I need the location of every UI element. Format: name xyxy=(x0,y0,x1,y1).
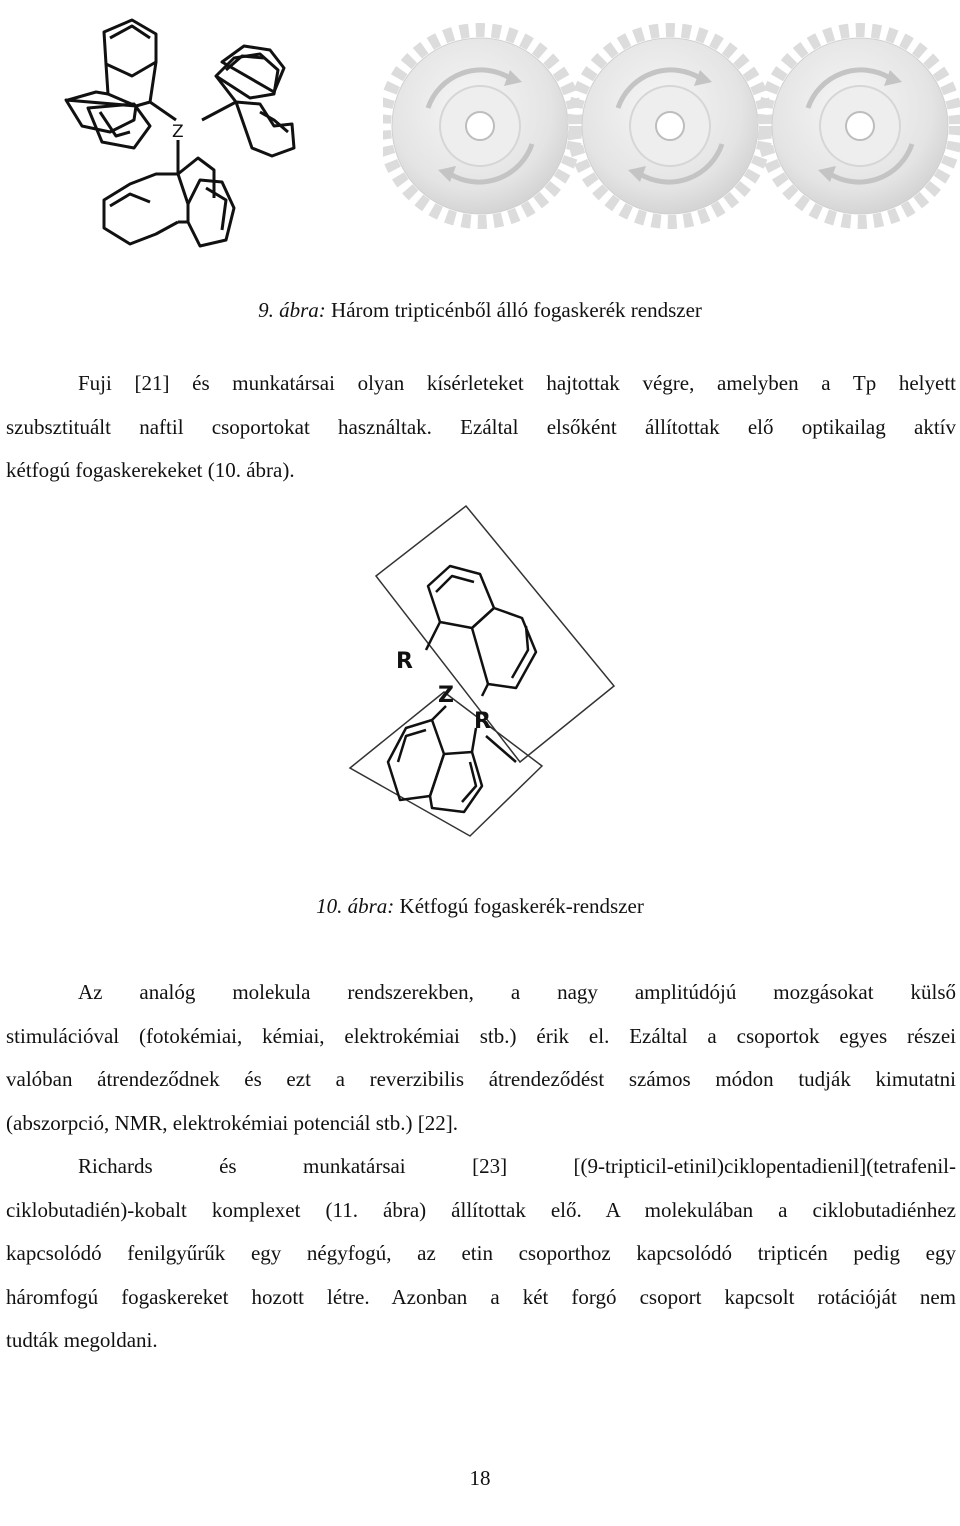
paragraph-2 xyxy=(6,971,956,1145)
figure-10-caption xyxy=(0,894,960,919)
r-label-upper: R xyxy=(396,649,413,674)
triptycene-molecule-drawing xyxy=(38,8,338,258)
z-label: Z xyxy=(438,683,454,708)
figure-9-label: 9. ábra: xyxy=(258,298,326,322)
paragraph-1-line-3: kétfogú fogaskerekeket (10. ábra). xyxy=(6,458,295,482)
gear-wheel-1 xyxy=(384,30,576,222)
paragraph-3-line-4: háromfogú fogaskereket hozott létre. Azonban a két forgó csoport kapcsolt rotációját nem xyxy=(6,1284,956,1309)
center-atom-label: Z xyxy=(172,122,184,142)
paragraph-1-line-2: szubsztituált naftil csoportokat használtak. Ezáltal elsőként állítottak elő optikailag aktív xyxy=(6,414,956,439)
paragraph-2-line-2: stimulációval (fotokémiai, kémiai, elektrokémiai stb.) érik el. Ezáltal a csoportok egyes részei xyxy=(6,1023,956,1048)
paragraph-2-line-1: Az analóg molekula rendszerekben, a nagy amplitúdójú mozgásokat külső xyxy=(78,980,956,1004)
paragraph-3-line-5: tudták megoldani. xyxy=(6,1328,158,1352)
gear-wheels-illustration xyxy=(383,22,960,232)
bidentate-gear-molecule-drawing xyxy=(340,500,620,865)
paragraph-3-line-3: kapcsolódó fenilgyűrűk egy négyfogú, az etin csoporthoz kapcsolódó tripticén pedig egy xyxy=(6,1241,956,1265)
figure-10-label: 10. ábra: xyxy=(316,894,395,918)
figure-9-text: Három tripticénből álló fogaskerék rendszer xyxy=(325,298,702,322)
figure-10-text: Kétfogú fogaskerék-rendszer xyxy=(394,894,644,918)
paragraph-2-line-3: valóban átrendeződnek és ezt a reverzibilis átrendeződést számos módon tudják kimutatni xyxy=(6,1067,956,1091)
paragraph-3-line-1: Richards és munkatársai [23] [(9-tripticil-etinil)ciklopentadienil](tetrafenil- xyxy=(78,1154,956,1178)
gear-wheel-3 xyxy=(764,30,956,222)
figure-9-caption xyxy=(0,298,960,323)
paragraph-3-line-2: ciklobutadién)-kobalt komplexet (11. ábra) állítottak elő. A molekulában a ciklobutadiénhez xyxy=(6,1197,956,1222)
paragraph-2-line-4: (abszorpció, NMR, elektrokémiai potenciál stb.) [22]. xyxy=(6,1110,458,1135)
paragraph-1-line-1: Fuji [21] és munkatársai olyan kísérleteket hajtottak végre, amelyben a Tp helyett xyxy=(78,371,956,395)
paragraph-3 xyxy=(6,1145,956,1363)
r-label-lower: R xyxy=(474,709,491,734)
paragraph-1 xyxy=(6,362,956,493)
page-number: 18 xyxy=(469,1466,491,1490)
gear-wheel-2 xyxy=(574,30,766,222)
